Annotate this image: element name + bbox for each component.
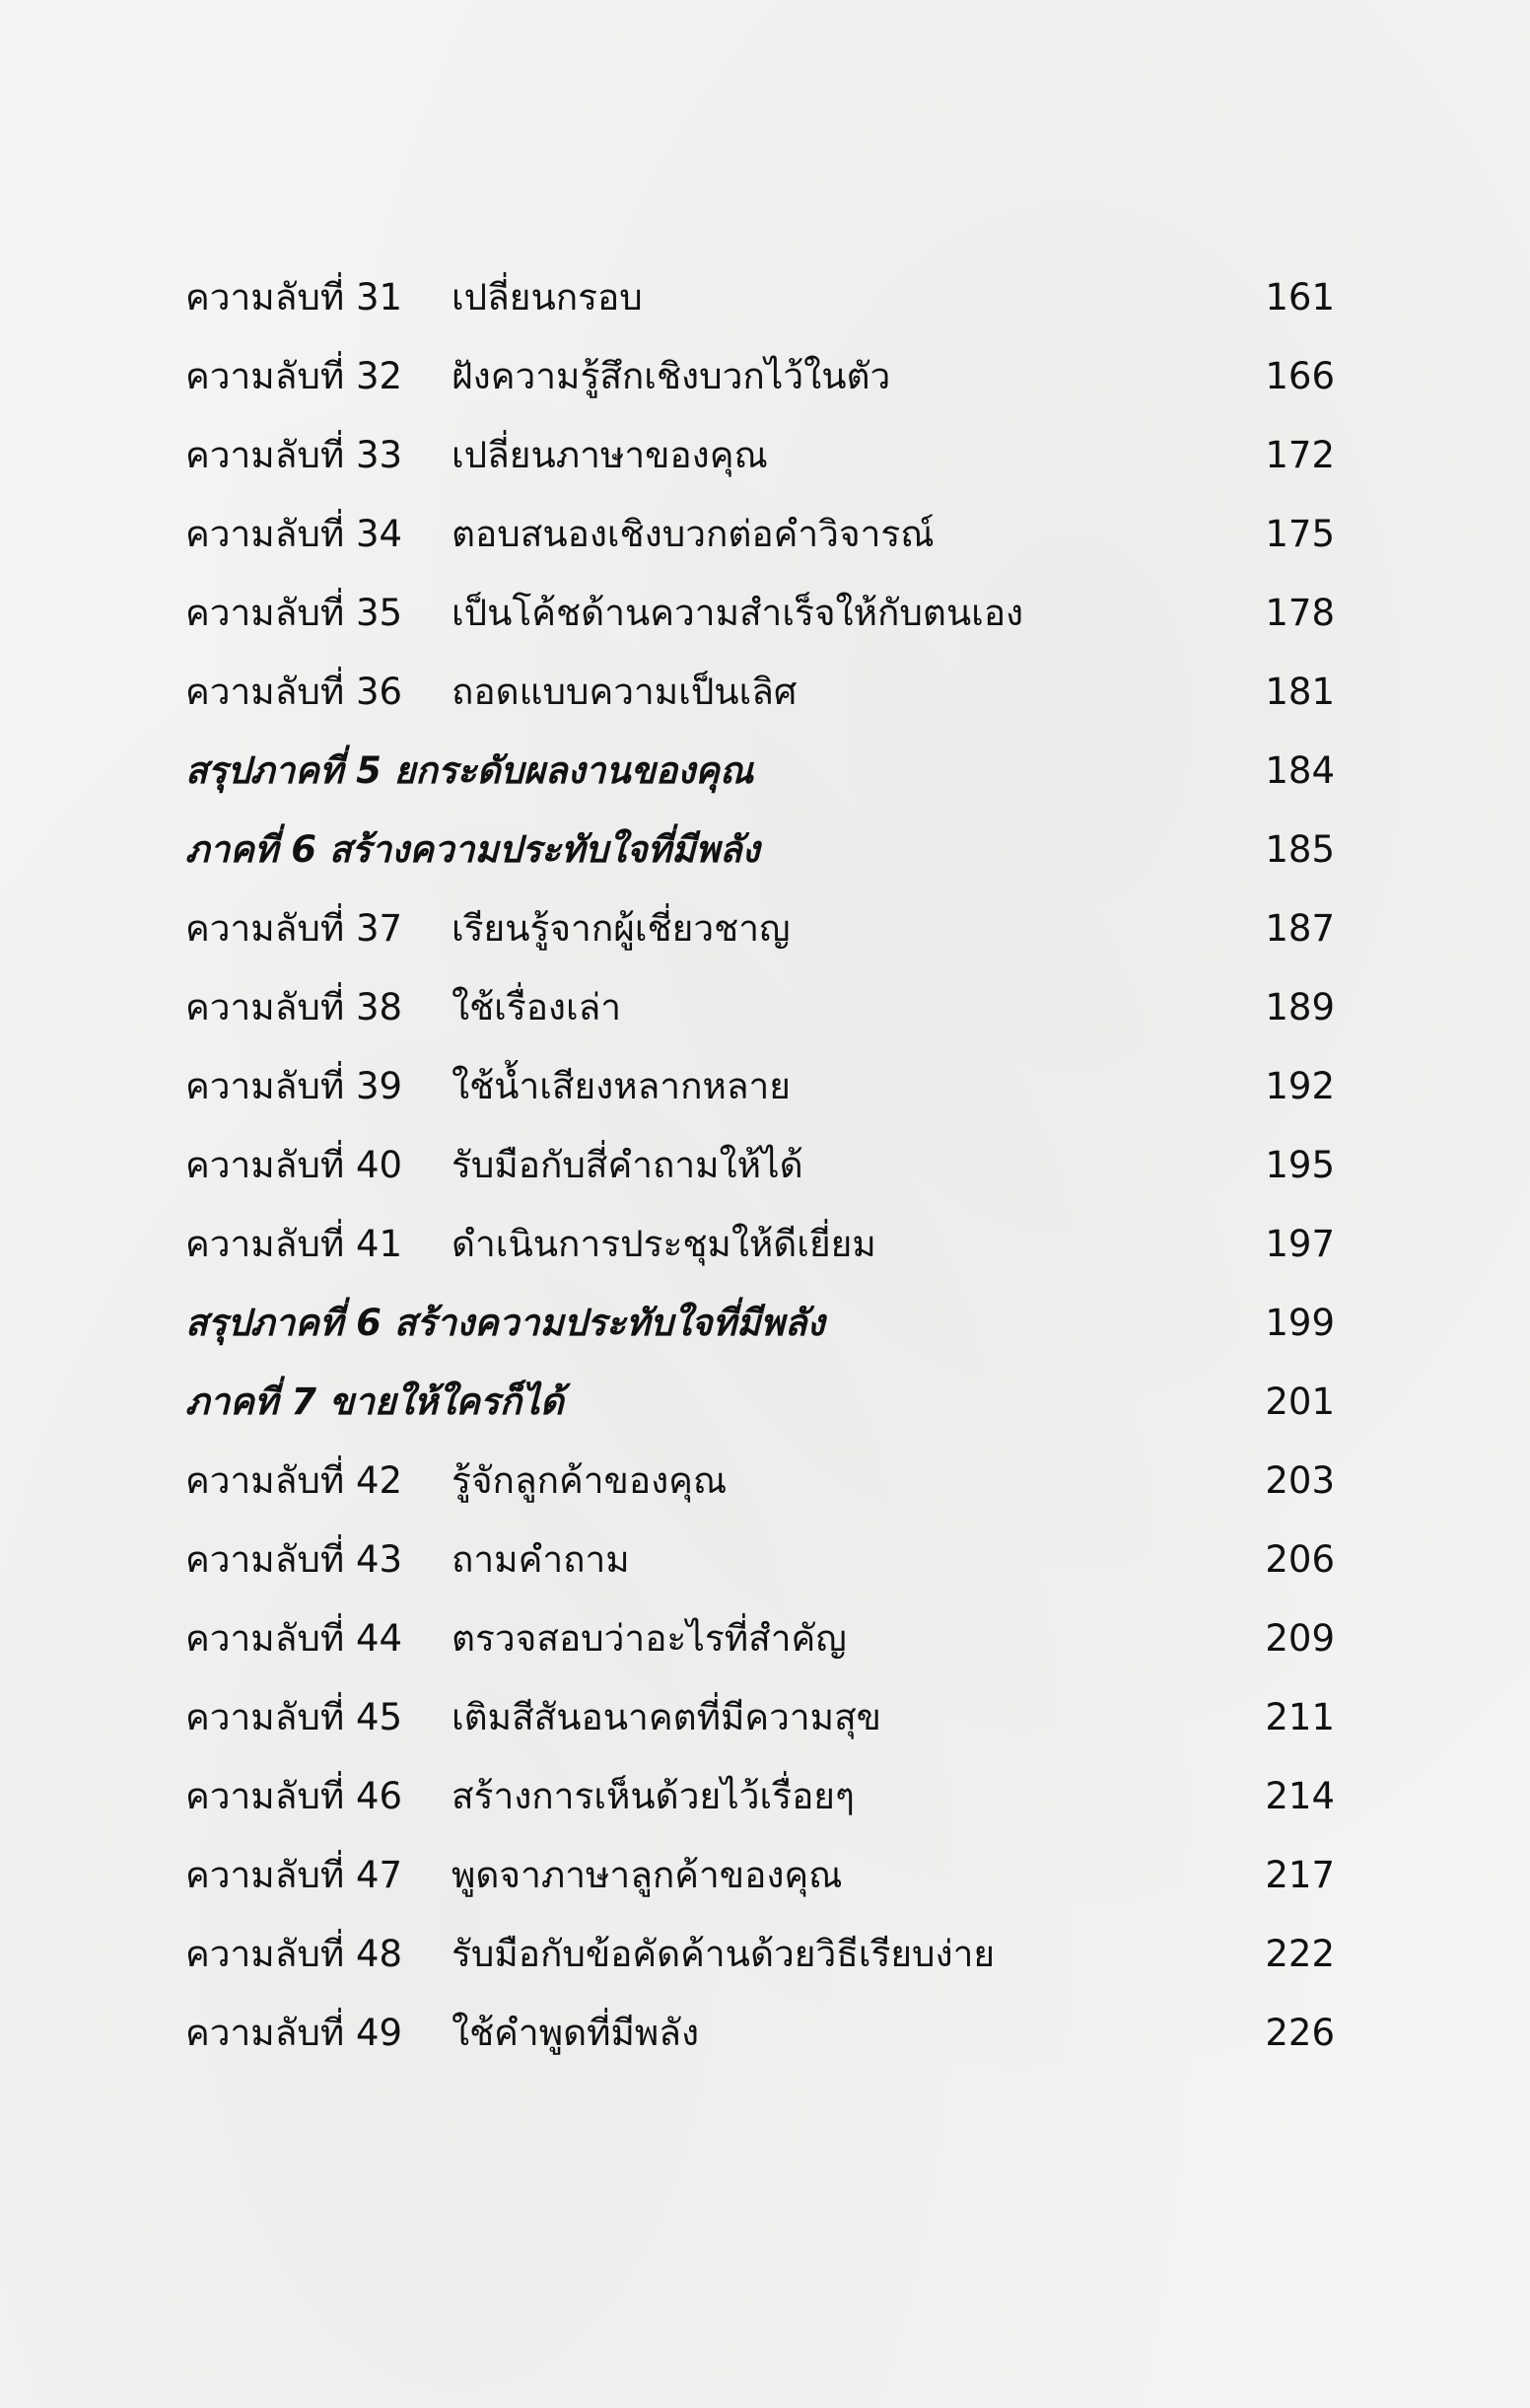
toc-entry (185, 337, 1335, 416)
toc-entry (185, 968, 1335, 1047)
toc-entry (185, 1442, 1335, 1521)
toc-entry-label (185, 1678, 881, 1757)
toc-entry-number: ความลับที่ 48 (185, 1933, 403, 1975)
toc-entry (185, 1915, 1335, 1994)
toc-entry-label (185, 732, 753, 811)
toc-entry-title: รับมือกับสี่คำถามให้ได้ (452, 1144, 803, 1186)
toc-entry (185, 1047, 1335, 1126)
toc-entry-label (185, 337, 890, 416)
toc-entry-title: รู้จักลูกค้าของคุณ (452, 1459, 728, 1502)
toc-entry (185, 495, 1335, 574)
toc-entry-label (185, 258, 643, 337)
toc-entry-title: ใช้เรื่องเล่า (452, 986, 622, 1028)
toc-entry-number: ความลับที่ 49 (185, 2012, 403, 2054)
toc-entry-label (185, 416, 768, 495)
toc-entry-title: ใช้น้ำเสียงหลากหลาย (452, 1065, 791, 1107)
toc-entry-label (185, 968, 621, 1047)
toc-entry-page-number: 201 (1265, 1381, 1335, 1423)
toc-part-heading (185, 811, 1335, 889)
toc-entry-label (185, 1047, 791, 1126)
toc-entry-label (185, 1521, 630, 1599)
toc-entry-title: ถอดแบบความเป็นเลิศ (452, 671, 798, 713)
toc-entry-page-number: 192 (1265, 1065, 1335, 1107)
toc-entry (185, 416, 1335, 495)
toc-entry (185, 1126, 1335, 1205)
toc-entry-page-number: 175 (1265, 513, 1335, 555)
toc-entry-label (185, 889, 791, 968)
toc-entry-label (185, 495, 935, 574)
toc-entry-title: ถามคำถาม (452, 1538, 630, 1581)
toc-entry-label (185, 1363, 564, 1442)
toc-entry-page-number: 209 (1265, 1617, 1335, 1660)
toc-entry-title: เรียนรู้จากผู้เชี่ยวชาญ (452, 907, 791, 950)
toc-entry-label (185, 811, 760, 889)
toc-entry (185, 1994, 1335, 2073)
toc-entry-title: สร้างการเห็นด้วยไว้เรื่อยๆ (452, 1775, 855, 1817)
toc-entry-title: เปลี่ยนกรอบ (452, 276, 643, 319)
toc-entry-title: ดำเนินการประชุมให้ดีเยี่ยม (452, 1223, 876, 1265)
toc-entry-label (185, 1915, 995, 1994)
toc-entry-title: ตอบสนองเชิงบวกต่อคำวิจารณ์ (452, 513, 935, 555)
toc-entry-label (185, 1757, 855, 1836)
toc-entry-title: ใช้คำพูดที่มีพลัง (452, 2012, 700, 2054)
toc-entry-label (185, 653, 797, 732)
toc-entry-title: เปลี่ยนภาษาของคุณ (452, 434, 768, 476)
toc-entry-number: ความลับที่ 35 (185, 592, 403, 634)
toc-entry-page-number: 185 (1265, 828, 1335, 871)
toc-entry-number: ความลับที่ 38 (185, 986, 403, 1028)
toc-entry-number: ความลับที่ 47 (185, 1854, 403, 1896)
toc-entry-title: สรุปภาคที่ 6 สร้างความประทับใจที่มีพลัง (185, 1302, 825, 1344)
toc-entry (185, 1836, 1335, 1915)
toc-entry-title: สรุปภาคที่ 5 ยกระดับผลงานของคุณ (185, 749, 754, 792)
toc-entry-number: ความลับที่ 46 (185, 1775, 403, 1817)
toc-entry-page-number: 214 (1265, 1775, 1335, 1817)
toc-entry-title: รับมือกับข้อคัดค้านด้วยวิธีเรียบง่าย (452, 1933, 996, 1975)
toc-entry-number: ความลับที่ 42 (185, 1459, 403, 1502)
toc-entry-number: ความลับที่ 44 (185, 1617, 403, 1660)
toc-entry-title: ภาคที่ 6 สร้างความประทับใจที่มีพลัง (185, 828, 760, 871)
toc-entry-label (185, 1994, 699, 2073)
toc-entry-page-number: 206 (1265, 1538, 1335, 1581)
toc-entry (185, 1205, 1335, 1284)
toc-entry-number: ความลับที่ 39 (185, 1065, 403, 1107)
toc-entry (185, 258, 1335, 337)
toc-part-summary (185, 1284, 1335, 1363)
toc-entry (185, 889, 1335, 968)
toc-entry-page-number: 217 (1265, 1854, 1335, 1896)
toc-entry (185, 1757, 1335, 1836)
toc-entry (185, 1678, 1335, 1757)
toc-entry-number: ความลับที่ 43 (185, 1538, 403, 1581)
toc-entry-number: ความลับที่ 32 (185, 355, 403, 397)
toc-entry-number: ความลับที่ 33 (185, 434, 403, 476)
toc-entry-number: ความลับที่ 37 (185, 907, 403, 950)
toc-entry (185, 1521, 1335, 1599)
toc-entry-number: ความลับที่ 34 (185, 513, 403, 555)
table-of-contents (185, 258, 1335, 2073)
toc-entry-page-number: 172 (1265, 434, 1335, 476)
toc-entry-page-number: 161 (1265, 276, 1335, 319)
toc-entry-page-number: 197 (1265, 1223, 1335, 1265)
toc-entry-page-number: 211 (1265, 1696, 1335, 1738)
toc-entry-page-number: 189 (1265, 986, 1335, 1028)
toc-part-summary (185, 732, 1335, 811)
toc-entry-page-number: 199 (1265, 1302, 1335, 1344)
toc-entry-label (185, 1836, 842, 1915)
toc-entry-title: ตรวจสอบว่าอะไรที่สำคัญ (452, 1617, 847, 1660)
toc-entry-title: เป็นโค้ชด้านความสำเร็จให้กับตนเอง (452, 592, 1024, 634)
toc-entry-number: ความลับที่ 40 (185, 1144, 403, 1186)
toc-entry-title: พูดจาภาษาลูกค้าของคุณ (452, 1854, 843, 1896)
toc-entry-page-number: 181 (1265, 671, 1335, 713)
toc-entry-page-number: 187 (1265, 907, 1335, 950)
toc-entry-number: ความลับที่ 41 (185, 1223, 403, 1265)
toc-entry-title: ฝังความรู้สึกเชิงบวกไว้ในตัว (452, 355, 891, 397)
toc-entry-label (185, 1126, 803, 1205)
toc-entry (185, 653, 1335, 732)
toc-entry-number: ความลับที่ 36 (185, 671, 403, 713)
toc-entry-number: ความลับที่ 31 (185, 276, 403, 319)
toc-entry-label (185, 574, 1023, 653)
toc-entry-page-number: 166 (1265, 355, 1335, 397)
toc-entry-page-number: 226 (1265, 2012, 1335, 2054)
toc-entry (185, 574, 1335, 653)
toc-entry-title: เติมสีสันอนาคตที่มีความสุข (452, 1696, 881, 1738)
toc-entry-page-number: 195 (1265, 1144, 1335, 1186)
toc-entry-page-number: 222 (1265, 1933, 1335, 1975)
toc-part-heading (185, 1363, 1335, 1442)
toc-entry-label (185, 1442, 727, 1521)
toc-entry-page-number: 203 (1265, 1459, 1335, 1502)
toc-entry-label (185, 1599, 847, 1678)
toc-entry-number: ความลับที่ 45 (185, 1696, 403, 1738)
toc-entry (185, 1599, 1335, 1678)
toc-entry-label (185, 1205, 876, 1284)
toc-entry-title: ภาคที่ 7 ขายให้ใครก็ได้ (185, 1381, 564, 1423)
toc-entry-page-number: 184 (1265, 749, 1335, 792)
toc-entry-page-number: 178 (1265, 592, 1335, 634)
toc-entry-label (185, 1284, 825, 1363)
